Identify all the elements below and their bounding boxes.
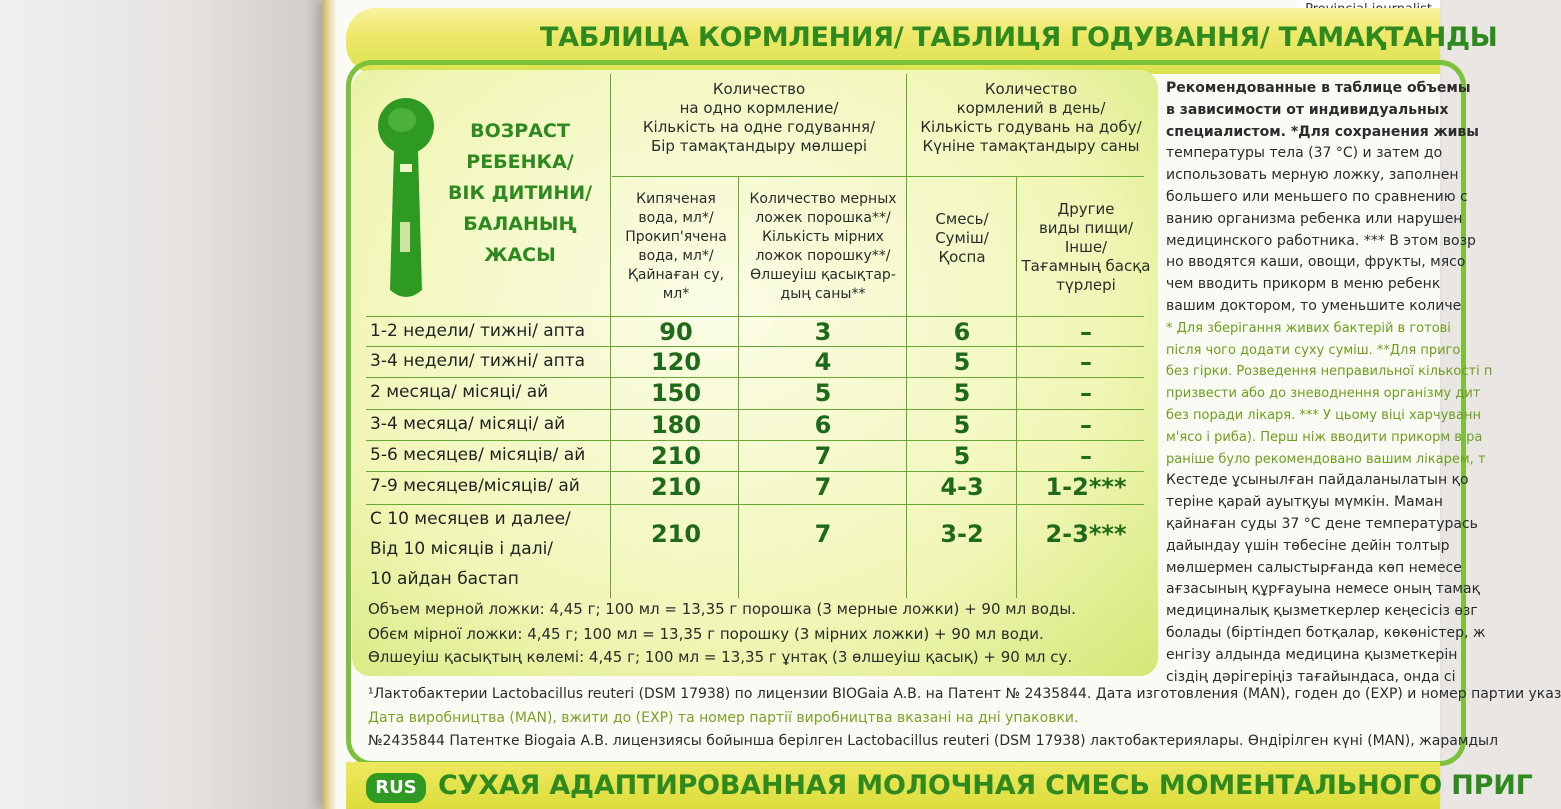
note-ua: Дата виробництва (MAN), вжити до (EXP) та номер партії виробництва вказані на дні упаковки. [368,710,1079,726]
cell-other: – [1080,379,1092,407]
age-header-line: ВОЗРАСТ [470,120,570,142]
cell-other: – [1080,442,1092,470]
header-line: Қайнаған су, мл* [627,267,725,302]
other-header [1018,200,1154,295]
right-text-line: Кестеде ұсынылған пайдаланылатын қо [1166,472,1469,489]
right-text-line: вашим доктором, то уменьшите количе [1166,298,1462,314]
age-label: 10 айдан бастап [370,569,519,589]
per-feed-header [612,80,906,156]
age-label: 1-2 недели/ тижні/ апта [370,321,586,341]
right-text-line: в зависимости от индивидуальных [1166,101,1449,118]
cell-other: 1-2*** [1045,473,1127,501]
cell-other: – [1080,318,1092,346]
divider [610,74,611,598]
right-text-line: м'ясо і риба). Перш ніж вводити прикорм в ра [1166,429,1483,445]
note-ru: ¹Лактобактерии Lactobacillus reuteri (DSM 17938) по лицензии BIOGaia A.B. на Патент № 2435844. Дата изготовления (MAN), годен до (EXP) и номер партии указ [368,686,1561,702]
header-line: Количество [984,80,1078,98]
cell-mix: 5 [953,379,971,407]
cell-spoons: 6 [814,411,832,439]
right-text-line: раніше було рекомендовано вашим лікарем, т [1166,451,1486,467]
spoon-note-ua: Обєм мірної ложки: 4,45 г; 100 мл = 13,35 г порошку (3 мірних ложки) + 90 мл води. [368,625,1044,643]
cell-other: – [1080,348,1092,376]
right-text-line: без поради лікаря. *** У цьому віці харчуванн [1166,408,1481,423]
header-line: Кількість на одне годування/ [642,118,876,136]
divider [906,74,907,598]
header-line: кормлений в день/ [956,99,1106,117]
cell-spoons: 5 [814,379,832,407]
right-text-line: специалистом. *Для сохранения живы [1166,123,1479,140]
cell-mix: 5 [953,411,971,439]
header-line: Өлшеуіш қасықтар- [750,267,896,283]
cell-mix: 6 [953,318,971,346]
divider [612,176,1144,177]
right-text-line: призвести або до зневоднення організму дит [1166,386,1481,402]
header-line: Тағамның басқа [1021,257,1151,275]
age-label: 5-6 месяцев/ місяців/ ай [370,445,586,465]
cell-water: 120 [650,348,702,376]
page-title: ТАБЛИЦА КОРМЛЕНИЯ/ ТАБЛИЦЯ ГОДУВАННЯ/ ТАМАҚТАНДЫ [540,22,1498,53]
cell-spoons: 4 [814,348,832,376]
age-header-line: БАЛАНЫҢ [463,213,577,235]
cell-water: 210 [650,520,702,548]
spoon-note-ru: Объем мерной ложки: 4,45 г; 100 мл = 13,35 г порошка (3 мерные ложки) + 90 мл воды. [368,600,1076,618]
right-text-line: использовать мерную ложку, заполнен [1166,167,1459,184]
right-text-line: чем вводить прикорм в меню ребенк [1166,276,1441,293]
right-text-line: ағзасының құрғауына немесе оның тамақ [1166,581,1481,598]
cell-mix: 5 [953,348,971,376]
header-line: Кипяченая [636,191,716,207]
right-text-line: большего или меньшего по сравнению с [1166,189,1468,205]
right-text-line: медициналық қызметкерлер кеңесісіз өзг [1166,603,1478,620]
cell-spoons: 7 [814,520,832,548]
header-line: вода, мл*/ [638,248,714,264]
cell-spoons: 3 [814,318,832,346]
divider [738,176,739,598]
header-line: Кількість годувань на добу/ [920,118,1142,136]
right-text-line: қайнаған суды 37 °С дене температурась [1166,516,1478,532]
cell-mix: 4-3 [940,473,984,501]
cell-spoons: 7 [814,442,832,470]
header-line: ложек порошка**/ [755,210,891,226]
right-text-line: дайындау үшін төбесіне дейін толтыр [1166,537,1450,554]
header-line: Смесь/ [935,210,989,228]
cell-water: 210 [650,473,702,501]
right-text-line: енгізу алдында медицина қызметкерін [1166,646,1458,663]
header-line: Қоспа [938,248,986,266]
header-line: Кількість мірних [762,229,884,245]
right-text-line: без гірки. Розведення неправильної кількості п [1166,364,1493,380]
cell-other: – [1080,411,1092,439]
header-line: түрлері [1056,276,1116,294]
row-divider [366,377,1144,378]
header-line: Күніне тамақтандыру саны [922,137,1140,155]
cell-mix: 3-2 [940,520,984,548]
cell-water: 180 [650,411,702,439]
header-line: дың саны** [780,286,866,302]
spoons-header [740,190,906,304]
header-line: Количество [712,80,806,98]
age-header-line: ЖАСЫ [484,244,556,266]
row-divider [366,471,1144,472]
header-line: Прокип'ячена [625,229,727,245]
mix-header [908,210,1016,267]
right-text-line: температуры тела (37 °С) и затем до [1166,145,1443,162]
header-line: Количество мерных [749,191,897,207]
age-label: 2 месяца/ місяці/ ай [370,382,549,402]
age-header-line: РЕБЕНКА/ [466,151,574,173]
background-wall [0,0,330,809]
right-text-line: після чого додати суху суміш. **Для приго [1166,342,1461,358]
header-line: виды пищи/ [1038,219,1134,237]
cell-other: 2-3*** [1045,520,1127,548]
right-text-line: но вводятся каши, овощи, фрукты, мясо [1166,254,1466,271]
cell-water: 90 [659,318,693,346]
age-label: 7-9 месяцев/місяців/ ай [370,476,580,496]
row-divider [366,409,1144,410]
age-label: 3-4 недели/ тижні/ апта [370,351,586,371]
right-text-line: * Для зберігання живих бактерій в готові [1166,320,1451,336]
header-line: Другие [1057,200,1115,218]
age-label: 3-4 месяца/ місяці/ ай [370,414,566,434]
age-label: Від 10 місяців і далі/ [370,539,554,559]
spoon-note-kz: Өлшеуіш қасықтың көлемі: 4,45 г; 100 мл = 13,35 г ұнтақ (3 өлшеуіш қасық) + 90 мл су. [368,648,1073,666]
header-line: Бір тамақтандыру мөлшері [650,137,868,155]
header-line: Інше/ [1064,238,1108,256]
right-text-line: болады (біртіндеп ботқалар, көкөністер, ж [1166,625,1486,641]
per-day-header [908,80,1154,156]
right-text-line: сіздің дәрігеріңіз тағайындаса, онда сі [1166,668,1456,685]
divider [1016,176,1017,598]
age-header-line: ВІК ДИТИНИ/ [447,182,593,204]
cell-spoons: 7 [814,473,832,501]
product-title: СУХАЯ АДАПТИРОВАННАЯ МОЛОЧНАЯ СМЕСЬ МОМЕНТАЛЬНОГО ПРИГ [438,770,1533,801]
row-divider [366,316,1144,317]
row-divider [366,346,1144,347]
header-line: ложок порошку**/ [755,248,891,264]
right-text-line: теріне қарай ауытқуы мүмкін. Маман [1166,494,1443,511]
row-divider [366,440,1144,441]
age-header [440,116,600,271]
water-header [614,190,738,304]
right-text-line: мөлшермен салыстырғанда көп немесе [1166,559,1462,576]
right-text-line: ванию организма ребенка или нарушен [1166,210,1463,227]
cell-water: 210 [650,442,702,470]
header-line: на одно кормление/ [679,99,839,117]
cell-water: 150 [650,379,702,407]
rus-badge: RUS [366,773,426,803]
row-divider [366,504,1144,505]
measuring-spoon-icon [370,92,442,302]
header-line: вода, мл*/ [638,210,714,226]
right-text-line: медицинского работника. *** В этом возр [1166,232,1476,249]
right-text-line: Рекомендованные в таблице объемы [1166,80,1471,96]
cell-mix: 5 [953,442,971,470]
package-edge [322,0,336,809]
header-line: Суміш/ [935,229,989,247]
note-kz: №2435844 Патентке Biogaia A.B. лицензиясы бойынша берілген Lactobacillus reuteri (DSM 17938) лактобактериялары. Өндірілген күні (MAN), жарамдыл [368,733,1499,749]
age-label: С 10 месяцев и далее/ [370,509,571,529]
